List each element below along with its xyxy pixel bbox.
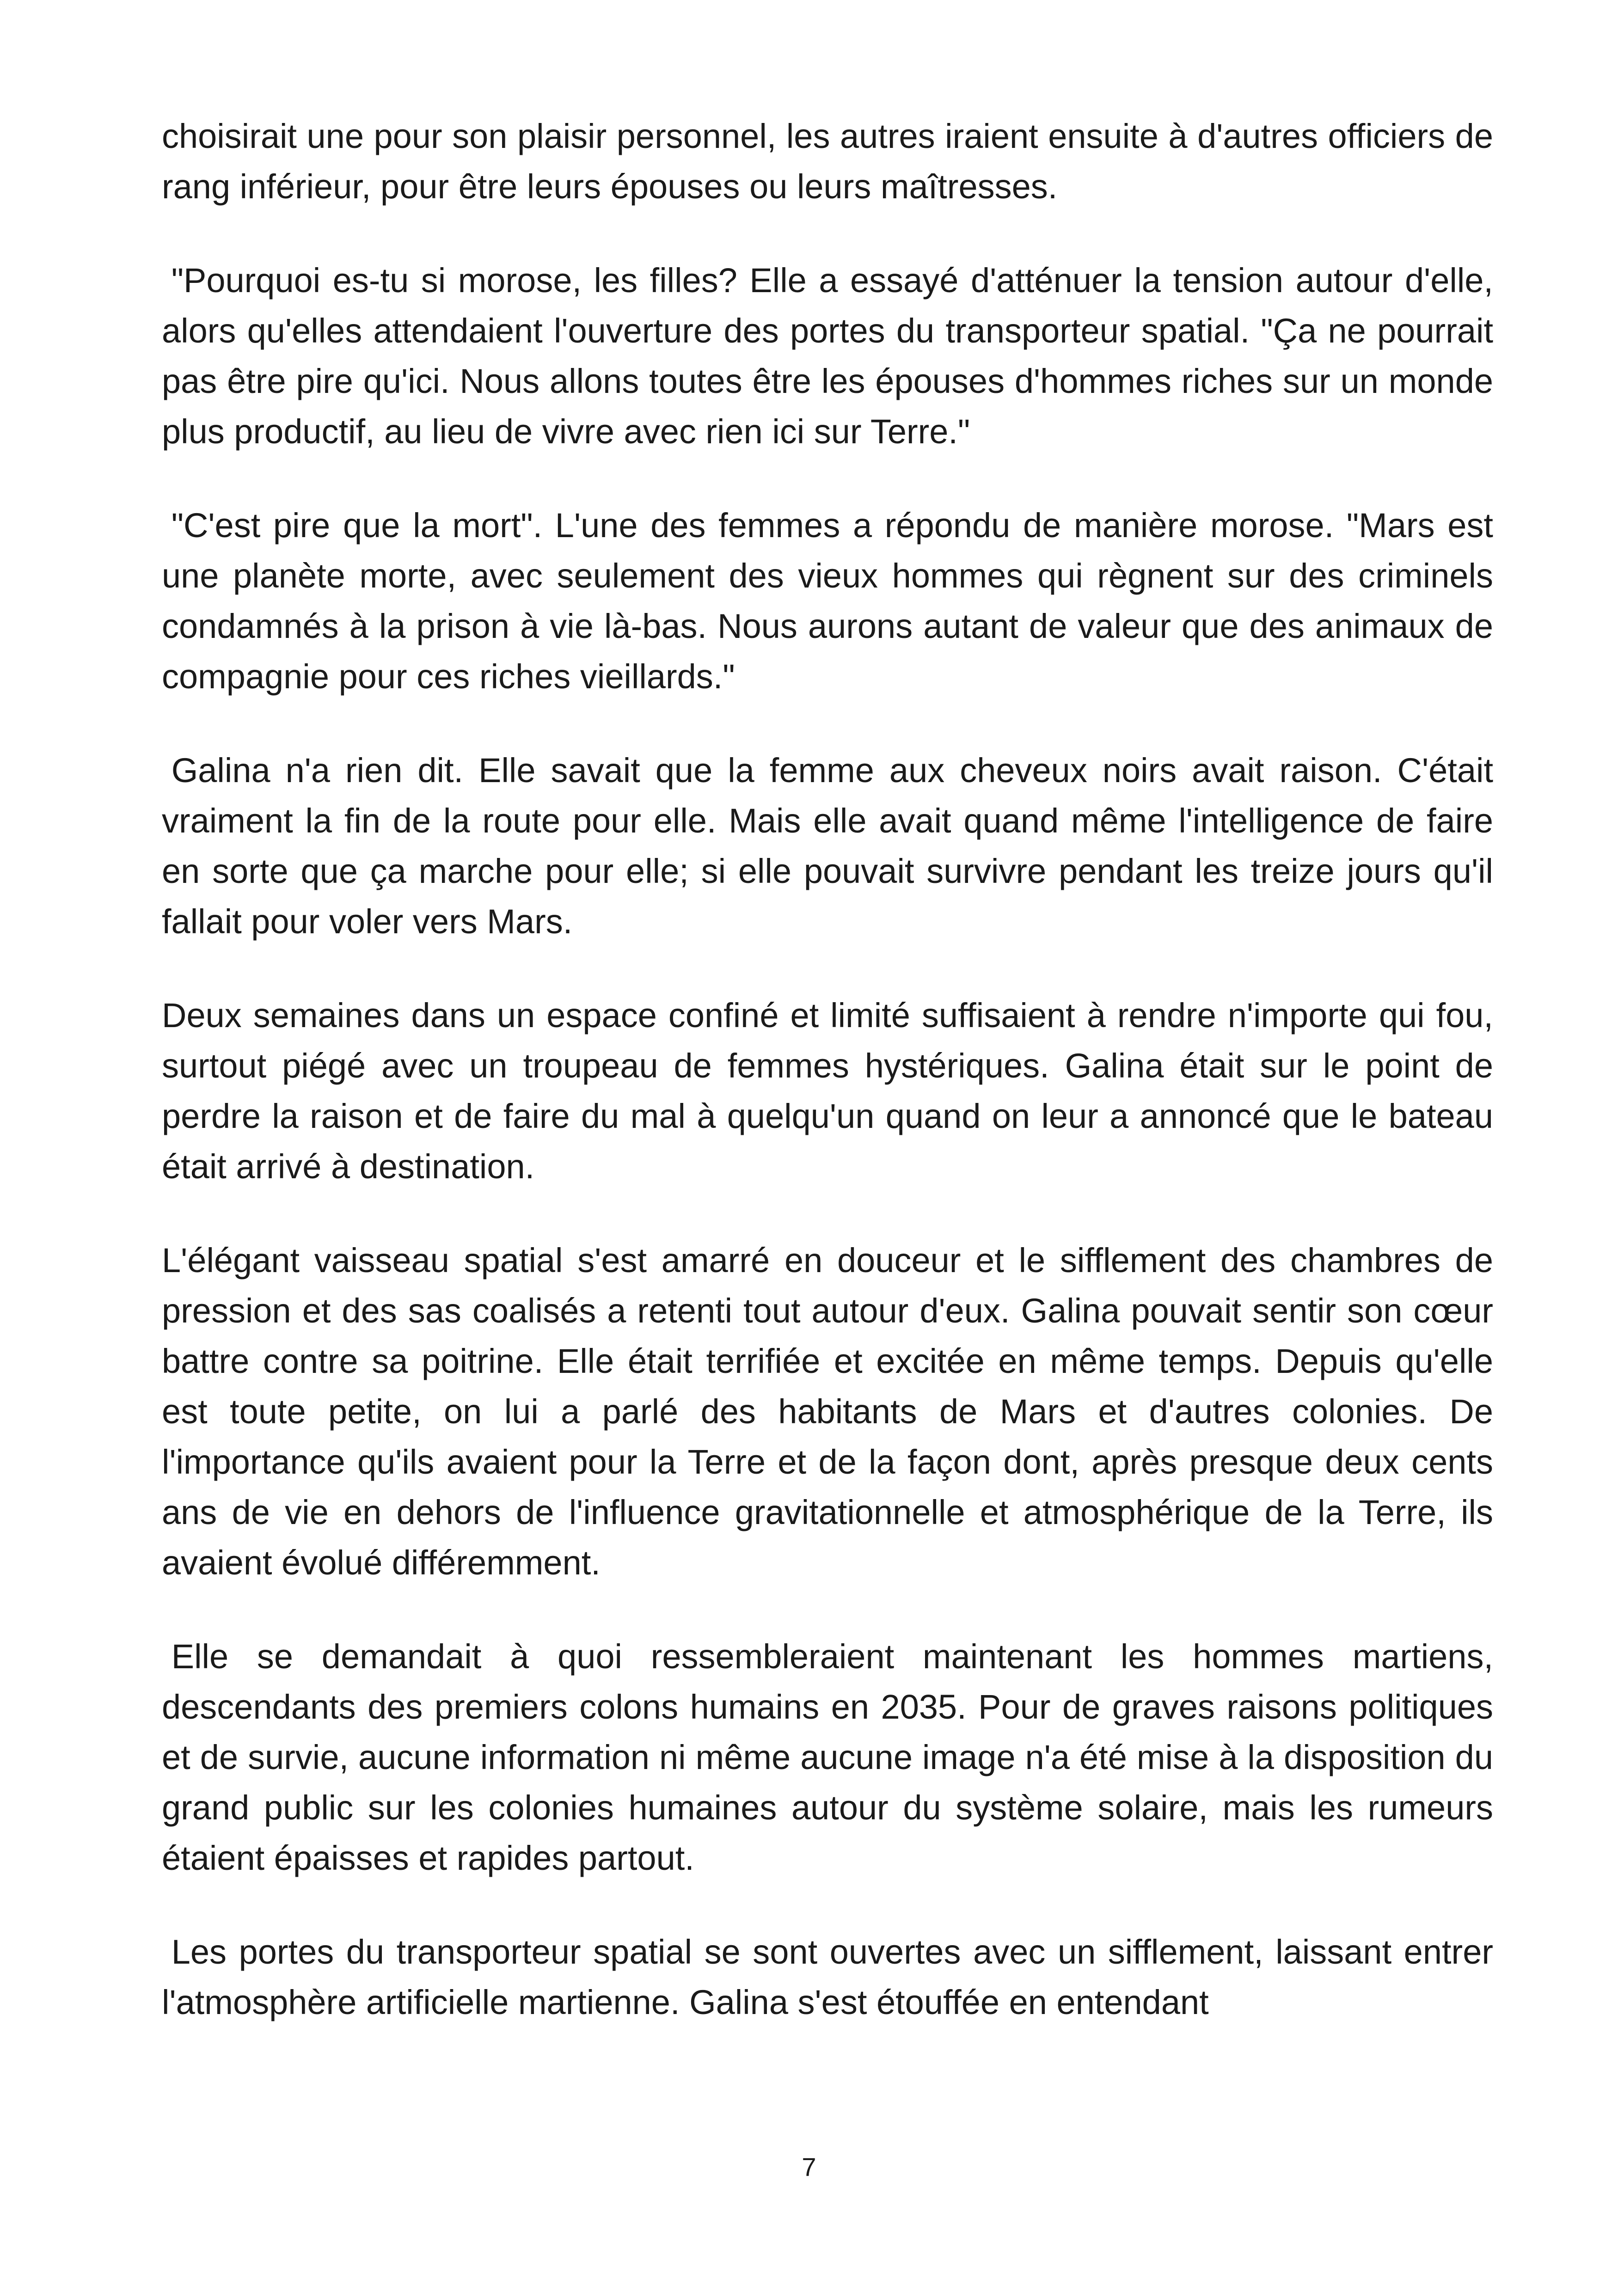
paragraph-2: "Pourquoi es-tu si morose, les filles? Elle a essayé d'atténuer la tension autour d'elle, alors qu'elles attendaient l'ouverture des portes du transporteur spatial. "Ça ne pourrait pas être pire qu'ici. Nous allons toutes être les épouses d'hommes riches sur un monde plus productif, au lieu de vivre avec rien ici sur Terre." (162, 261, 1493, 451)
paragraph-4: Galina n'a rien dit. Elle savait que la femme aux cheveux noirs avait raison. C'était vraiment la fin de la route pour elle. Mais elle avait quand même l'intelligence de faire en sorte que ça marche pour elle; si elle pouvait survivre pendant les treize jours qu'il fallait pour voler vers Mars. (162, 751, 1493, 941)
body-text (162, 111, 1493, 2071)
paragraph-8: Les portes du transporteur spatial se sont ouvertes avec un sifflement, laissant entrer l'atmosphère artificielle martienne. Galina s'est étouffée en entendant (162, 1933, 1493, 2021)
paragraph-6: L'élégant vaisseau spatial s'est amarré en douceur et le sifflement des chambres de pression et des sas coalisés a retenti tout autour d'eux. Galina pouvait sentir son cœur battre contre sa poitrine. Elle était terrifiée et excitée en même temps. Depuis qu'elle est toute petite, on lui a parlé des habitants de Mars et d'autres colonies. De l'importance qu'ils avaient pour la Terre et de la façon dont, après presque deux cents ans de vie en dehors de l'influence gravitationnelle et atmosphérique de la Terre, ils avaient évolué différemment. (162, 1241, 1493, 1582)
paragraph-3: "C'est pire que la mort". L'une des femmes a répondu de manière morose. "Mars est une planète morte, avec seulement des vieux hommes qui règnent sur des criminels condamnés à la prison à vie là-bas. Nous aurons autant de valeur que des animaux de compagnie pour ces riches vieillards." (162, 506, 1493, 696)
paragraph-5: Deux semaines dans un espace confiné et limité suffisaient à rendre n'importe qui fou, surtout piégé avec un troupeau de femmes hystériques. Galina était sur le point de perdre la raison et de faire du mal à quelqu'un quand on leur a annoncé que le bateau était arrivé à destination. (162, 996, 1493, 1186)
paragraph-7: Elle se demandait à quoi ressembleraient maintenant les hommes martiens, descendants des premiers colons humains en 2035. Pour de graves raisons politiques et de survie, aucune information ni même aucune image n'a été mise à la disposition du grand public sur les colonies humaines autour du système solaire, mais les rumeurs étaient épaisses et rapides partout. (162, 1637, 1493, 1877)
paragraph-1: choisirait une pour son plaisir personnel, les autres iraient ensuite à d'autres officiers de rang inférieur, pour être leurs épouses ou leurs maîtresses. (162, 117, 1493, 206)
page-number: 7 (802, 2152, 816, 2181)
